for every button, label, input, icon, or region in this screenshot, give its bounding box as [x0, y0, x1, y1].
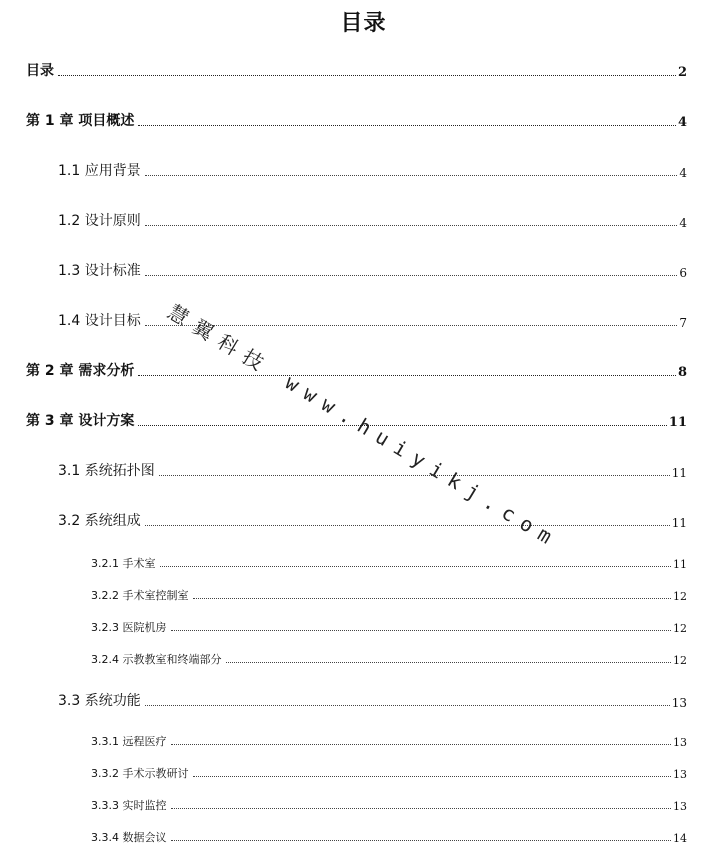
toc-entry-label: 1.1 应用背景 [58, 163, 141, 179]
toc-page-number: 12 [673, 654, 687, 667]
toc-leader-dots [193, 597, 672, 599]
toc-page-number: 2 [677, 65, 687, 80]
toc-entry[interactable] [58, 460, 687, 480]
toc-entry[interactable] [91, 587, 687, 603]
toc-leader-dots [138, 374, 676, 376]
toc-leader-dots [171, 629, 672, 631]
toc-leader-dots [145, 524, 670, 526]
toc-page-number: 11 [671, 516, 687, 530]
toc-page-number: 13 [673, 800, 687, 813]
toc-page-number: 11 [668, 415, 687, 430]
toc-entry[interactable] [91, 555, 687, 571]
toc-leader-dots [138, 124, 676, 126]
toc-entry-label: 3.2.4 示教教室和终端部分 [91, 653, 222, 666]
toc-page-number: 4 [679, 216, 687, 230]
toc-entry-label: 3.3.1 远程医疗 [91, 735, 167, 748]
toc-entry-label: 3.2.1 手术室 [91, 557, 156, 570]
toc-entry-label: 3.3.2 手术示教研讨 [91, 767, 189, 780]
toc-entry[interactable] [91, 829, 687, 845]
toc-entry-label: 1.2 设计原则 [58, 213, 141, 229]
toc-leader-dots [145, 274, 678, 276]
toc-page-number: 13 [671, 696, 687, 710]
toc-entry[interactable] [26, 110, 687, 130]
toc-page-number: 11 [671, 466, 687, 480]
toc-entry[interactable] [58, 510, 687, 530]
toc-entry[interactable] [91, 651, 687, 667]
toc-page-number: 13 [673, 736, 687, 749]
toc-leader-dots [145, 174, 678, 176]
toc-entry-label: 3.3.4 数据会议 [91, 831, 167, 844]
toc-leader-dots [193, 775, 672, 777]
toc-entry[interactable] [58, 310, 687, 330]
toc-leader-dots [159, 474, 670, 476]
toc-entry[interactable] [26, 360, 687, 380]
toc-leader-dots [145, 704, 670, 706]
toc-page-number: 12 [673, 622, 687, 635]
toc-leader-dots [160, 565, 672, 567]
toc-leader-dots [171, 743, 672, 745]
toc-entry-label: 3.3 系统功能 [58, 693, 141, 709]
toc-page-number: 6 [679, 266, 687, 280]
toc-leader-dots [171, 807, 672, 809]
toc-entry[interactable] [58, 690, 687, 710]
page-title: 目录 [340, 11, 387, 36]
toc-entry-label: 3.2 系统组成 [58, 513, 141, 529]
toc-page-number: 12 [673, 590, 687, 603]
toc-leader-dots [171, 839, 672, 841]
toc-leader-dots [58, 74, 676, 76]
toc-leader-dots [226, 661, 672, 663]
watermark: 慧翼科技 www.huiyikj.com [163, 299, 564, 554]
toc-entry[interactable] [91, 797, 687, 813]
toc-entry[interactable] [58, 160, 687, 180]
toc-entry[interactable] [58, 260, 687, 280]
toc-entry-label: 第 3 章 设计方案 [26, 413, 135, 429]
toc-entry-label: 1.4 设计目标 [58, 313, 141, 329]
toc-entry[interactable] [91, 619, 687, 635]
toc-entry[interactable] [26, 60, 687, 80]
toc-leader-dots [138, 424, 667, 426]
toc-page-number: 7 [679, 316, 687, 330]
toc-page-number: 8 [677, 365, 687, 380]
toc-page-number: 11 [673, 558, 687, 571]
toc-entry-label: 3.2.3 医院机房 [91, 621, 167, 634]
toc-entry-label: 3.1 系统拓扑图 [58, 463, 155, 479]
toc-entry-label: 3.2.2 手术室控制室 [91, 589, 189, 602]
toc-entry[interactable] [91, 733, 687, 749]
toc-page-number: 14 [673, 832, 687, 845]
toc-page-number: 4 [677, 115, 687, 130]
toc-leader-dots [145, 224, 678, 226]
toc-entry-label: 3.3.3 实时监控 [91, 799, 167, 812]
toc-page-number: 4 [679, 166, 687, 180]
toc-entry-label: 目录 [26, 63, 54, 79]
toc-entry-label: 第 1 章 项目概述 [26, 113, 135, 129]
toc-entry-label: 第 2 章 需求分析 [26, 363, 135, 379]
toc-entry[interactable] [91, 765, 687, 781]
toc-entry[interactable] [58, 210, 687, 230]
toc-page-number: 13 [673, 768, 687, 781]
toc-entry-label: 1.3 设计标准 [58, 263, 141, 279]
